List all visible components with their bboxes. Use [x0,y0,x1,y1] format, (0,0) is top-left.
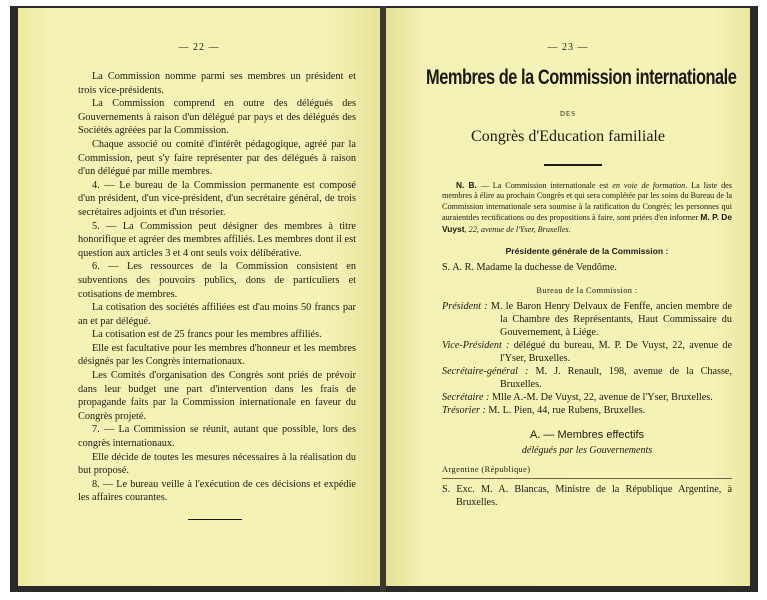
country-heading: Argentine (République) [442,465,531,475]
bureau-role: Trésorier : [442,405,486,417]
paragraph: Les Comités d'organisation des Congrès sont priés de prévoir dans leur budget une part d'intervention dans les frais de propagande faits par la Commission internationale en faveur du Congrès projeté. [78,370,356,422]
country-entry: S. Exc. M. A. Blancas, Ministre de la République Argentine, à Bruxelles. [442,484,732,509]
bureau-role: Secrétaire-général : [442,366,529,378]
bureau-role: Secrétaire : [442,392,490,404]
president-heading: Présidente générale de la Commission : [505,246,669,257]
title-connector: DES [559,110,577,118]
section-title: Membres effectifs [557,429,645,442]
left-page [18,8,380,586]
section-heading [442,429,732,442]
section-subheading: délégués par les Gouvernements [521,445,653,457]
title-rule [544,164,602,166]
bureau-entry [442,391,732,404]
nb-label: N. B. [456,180,477,190]
section-prefix: A. — [529,429,558,442]
paragraph: Elle est facultative pour les membres d'honneur et les membres désignés par les Congrès internationaux. [78,342,356,368]
president-entry: S. A. R. Madame la duchesse de Vendôme. [442,262,617,274]
paragraph: La Commission nomme parmi ses membres un président et trois vice-présidents. [78,71,356,96]
paragraph: Elle décide de toutes les mesures nécessaires à la réalisation du but proposé. [78,451,356,477]
paragraph: 8. — Le bureau veille à l'exécution de ces décisions et expédie les affaires courantes. [78,478,356,504]
right-page-body [442,180,732,509]
nb-name: M. P. De Vuyst [442,212,733,234]
bureau-role: Président : [442,301,488,313]
bureau-entry [442,365,732,391]
left-page-text [78,70,356,520]
paragraph: 5. — La Commission peut désigner des membres à titre honorifique et agréer des membres affiliés. Les membres dont il est question aux articles 3 et 4 ont seuls voix délibérative. [78,220,356,259]
bureau-text: délégué du bureau, M. P. De Vuyst, 22, avenue de l'Yser, Bruxelles. [500,340,733,365]
paragraph: 7. — La Commission se réunit, autant que possible, lors des congrès internationaux. [78,424,356,450]
bureau-text: M. L. Pien, 44, rue Rubens, Bruxelles. [485,405,646,417]
paragraph: Chaque associé ou comité d'intérêt pédagogique, agréé par la Commission, peut s'y faire représenter par des délégués à raison d'un délégué par mille membres. [78,138,356,178]
nb-italic: en voie de formation [612,181,686,190]
paragraph: 6. — Les ressources de la Commission consistent en subventions des pouvoirs publics, dons de particuliers et cotisations de membres. [78,261,356,300]
bureau-text: M. le Baron Henry Delvaux de Fenffe, ancien membre de la Chambre des Représentants, Haut Commissaire du Gouvernement, à Liége. [487,301,733,339]
page-subtitle: Congrès d'Education familiale [471,128,665,145]
bureau-entry [442,339,732,365]
page-number-right: — 23 — [547,42,589,53]
bureau-heading: Bureau de la Commission : [536,286,638,296]
nb-text-1: — La Commission internationale est [476,181,613,190]
paragraph: La Commission comprend en outre des délégués des Gouvernements à raison d'un délégué par pays et des délégués des Sociétés agréées par la Commission. [78,98,356,137]
bureau-role: Vice-Président : [442,340,510,352]
nb-address: , 22, avenue de l'Yser, Bruxelles. [464,224,571,234]
paragraph: 4. — Le bureau de la Commission permanente est composé d'un président, d'un vice-président, d'un secrétaire général, de trois secrétaires adjoints et d'un trésorier. [78,179,356,218]
nb-text-2: . La liste des membres à élire au prochain Congrès et qui sera complétée par les soins du Bureau de la Commission internationale sera soumise à la ratification du Congrès; les personnes qui auraientdes rectifications ou des propositions à faire, sont priées d'en informer [442,181,732,223]
bureau-entry [442,300,732,339]
end-rule [188,519,242,520]
paragraph: La cotisation des sociétés affiliées est d'au moins 50 francs par an et par délégué. [78,302,356,327]
bureau-text: M. J. Renault, 198, avenue de la Chasse, Bruxelles. [500,366,733,391]
page-title: Membres de la Commission internationale [426,66,737,89]
paragraph: La cotisation est de 25 francs pour les membres affiliés. [92,329,322,341]
right-page [386,8,750,586]
page-number-left: — 22 — [178,42,220,53]
bureau-entry [442,404,732,417]
bureau-text: Mlle A.-M. De Vuyst, 22, avenue de l'Yser, Bruxelles. [489,392,713,404]
book-spread [10,6,758,592]
country-rule [442,478,732,479]
nota-bene [442,180,732,235]
